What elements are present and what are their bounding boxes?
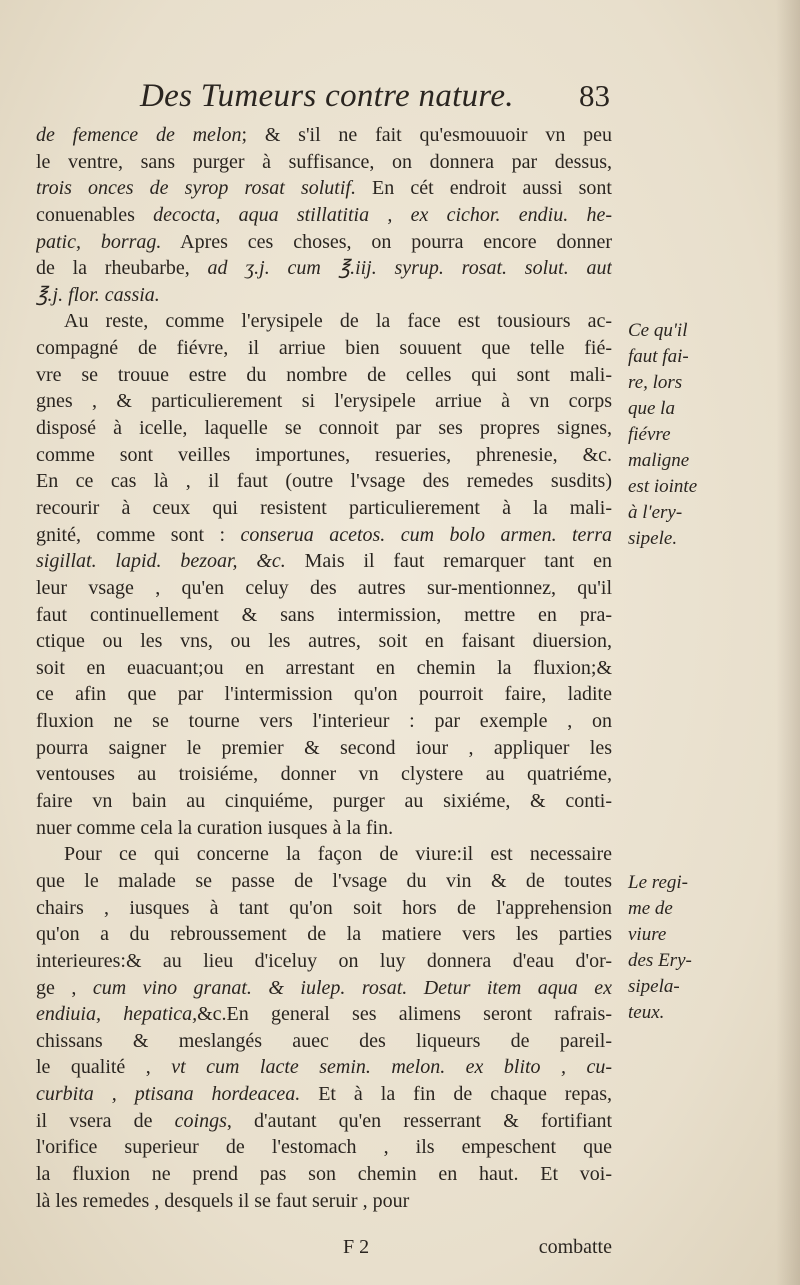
text-line xyxy=(36,388,612,415)
text-segment: En cét endroit aussi sont xyxy=(355,177,612,200)
margin-note-line: Ce qu'il xyxy=(628,320,688,341)
margin-note-line: me de xyxy=(628,898,673,919)
text-line xyxy=(36,468,612,495)
text-segment: Apres ces choses, on pourra encore donner xyxy=(161,230,612,253)
text-line xyxy=(36,149,612,176)
text-line xyxy=(36,788,612,815)
margin-note-regimen xyxy=(628,870,743,1026)
text-segment: pourra saigner le premier & second iour , appliquer les xyxy=(36,736,612,759)
page-number: 83 xyxy=(579,78,610,113)
margin-note-line: fiévre xyxy=(628,424,671,445)
text-segment: là les remedes , desquels il se faut seruir , pour xyxy=(36,1189,410,1212)
margin-note-line: faut fai- xyxy=(628,346,689,367)
text-line xyxy=(36,1161,612,1188)
text-segment: l'orifice superieur de l'estomach , ils empeschent que xyxy=(36,1136,612,1159)
text-segment: endiuia, hepatica, xyxy=(36,1003,198,1026)
text-line xyxy=(36,815,612,842)
text-segment: de femence de melon xyxy=(36,124,242,146)
text-line xyxy=(36,282,612,309)
body-text xyxy=(36,122,612,1214)
text-line xyxy=(36,362,612,389)
margin-note-line: viure xyxy=(628,924,667,945)
text-segment: qu'on a du rebroussement de la matiere vers les parties xyxy=(36,923,612,946)
margin-note-line: sipele. xyxy=(628,528,678,549)
text-line xyxy=(36,175,612,202)
text-segment: Mais il faut remarquer tant en xyxy=(285,550,612,573)
text-segment: gnité, comme sont : xyxy=(36,523,241,546)
margin-note-line: maligne xyxy=(628,450,690,471)
text-segment: Au reste, comme l'erysipele de la face est tousiours ac- xyxy=(64,310,612,333)
text-line xyxy=(36,761,612,788)
text-segment: nuer comme cela la curation iusques à la fin. xyxy=(36,816,394,839)
signature-mark: F 2 xyxy=(343,1236,370,1258)
text-segment: de la rheubarbe, xyxy=(36,257,208,280)
text-segment: faut continuellement & sans intermission, mettre en pra- xyxy=(36,603,612,626)
margin-note-line: à l'ery- xyxy=(628,502,683,523)
text-line xyxy=(36,1081,612,1108)
margin-note-line: est iointe xyxy=(628,476,698,497)
text-segment: conuenables xyxy=(36,203,154,226)
margin-note-line: teux. xyxy=(628,1002,665,1023)
text-line xyxy=(36,841,612,868)
text-segment: ad ʒ.j. cum ℥.iij. syrup. rosat. solut. aut xyxy=(207,257,612,280)
text-segment: ventouses au troisiéme, donner vn clystere au quatriéme, xyxy=(36,763,612,786)
text-segment: Pour ce qui concerne la façon de viure:il est necessaire xyxy=(64,843,612,866)
text-line xyxy=(36,628,612,655)
text-line xyxy=(36,308,612,335)
text-segment: gnes , & particulierement si l'erysipele arriue à vn corps xyxy=(36,390,612,413)
text-line xyxy=(36,255,612,282)
text-segment: decocta, aqua stillatitia , ex cichor. endiu. he- xyxy=(153,203,612,226)
text-segment: comme sont veilles importunes, resueries, phrenesie, &c. xyxy=(36,443,612,466)
text-segment: le qualité , xyxy=(36,1056,172,1079)
text-segment: cum vino granat. & iulep. rosat. Detur item aqua ex xyxy=(92,976,612,999)
text-line xyxy=(36,975,612,1002)
margin-note-line: Le regi- xyxy=(628,872,688,893)
margin-note-line: re, lors xyxy=(628,372,683,393)
text-segment: ctique ou les vns, ou les autres, soit en faisant diuersion, xyxy=(36,630,612,653)
text-line xyxy=(36,948,612,975)
text-line xyxy=(36,655,612,682)
text-segment: patic, borrag. xyxy=(36,230,162,253)
text-segment: En ce cas là , il faut (outre l'vsage des remedes susdits) xyxy=(36,470,612,493)
text-line xyxy=(36,548,612,575)
text-segment: faire vn bain au cinquiéme, purger au sixiéme, & conti- xyxy=(36,790,612,813)
text-line xyxy=(36,229,612,256)
margin-note-fever xyxy=(628,318,743,552)
text-line xyxy=(36,868,612,895)
text-segment: vre se trouue estre du nombre de celles qui sont mali- xyxy=(36,363,612,386)
text-line xyxy=(36,1054,612,1081)
text-line xyxy=(36,602,612,629)
text-segment: curbita , ptisana hordeacea. xyxy=(36,1083,301,1106)
text-line xyxy=(36,442,612,469)
text-segment: soit en euacuant;ou en arrestant en chemin la fluxion;& xyxy=(36,656,612,679)
text-segment: la fluxion ne prend pas son chemin en haut. Et voi- xyxy=(36,1162,612,1185)
text-segment: il vsera de xyxy=(36,1109,175,1132)
margin-note-line: sipela- xyxy=(628,976,680,997)
text-segment: que le malade se passe de l'vsage du vin & de toutes xyxy=(36,869,612,892)
text-segment: ge , xyxy=(36,976,93,999)
text-line xyxy=(36,522,612,549)
text-segment: trois onces de syrop rosat solutif. xyxy=(36,177,356,200)
catchword: combatte xyxy=(538,1236,612,1258)
text-segment: le ventre, sans purger à suffisance, on donnera par dessus, xyxy=(36,150,612,173)
text-line xyxy=(36,1001,612,1028)
text-segment: fluxion ne se tourne vers l'interieur : par exemple , on xyxy=(36,710,612,733)
text-segment: leur vsage , qu'en celuy des autres sur-mentionnez, qu'il xyxy=(36,576,612,599)
text-line xyxy=(36,415,612,442)
text-segment: chissans & meslangés auec des liqueurs de pareil- xyxy=(36,1029,612,1052)
text-segment: , d'autant qu'en resserrant & fortifiant xyxy=(226,1109,612,1132)
running-title: Des Tumeurs contre nature. xyxy=(140,78,514,114)
text-line xyxy=(36,735,612,762)
text-segment: &c.En general ses alimens seront rafrais- xyxy=(197,1003,612,1026)
text-line xyxy=(36,1188,612,1215)
text-segment: sigillat. lapid. bezoar, &c. xyxy=(36,550,286,573)
text-segment: chairs , iusques à tant qu'on soit hors de l'apprehension xyxy=(36,896,612,919)
page-header xyxy=(140,78,610,122)
page-edge-shadow xyxy=(776,0,800,1285)
text-segment: interieures:& au lieu d'iceluy on luy donnera d'eau d'or- xyxy=(36,949,612,972)
text-segment: compagné de fiévre, il arriue bien souuent que telle fié- xyxy=(36,337,612,360)
text-segment: ℥.j. flor. cassia. xyxy=(36,283,160,306)
text-line xyxy=(36,495,612,522)
text-line xyxy=(36,575,612,602)
text-line xyxy=(36,1028,612,1055)
text-segment: vt cum lacte semin. melon. ex blito , cu- xyxy=(171,1056,612,1079)
text-line xyxy=(36,895,612,922)
text-segment: recourir à ceux qui resistent particulierement à la mali- xyxy=(36,496,612,519)
text-line xyxy=(36,122,612,149)
margin-note-line: des Ery- xyxy=(628,950,692,971)
text-segment: conserua acetos. cum bolo armen. terra xyxy=(240,523,612,546)
text-segment: coings xyxy=(174,1109,227,1132)
text-segment: ; & s'il ne fait qu'esmouuoir vn peu xyxy=(241,124,612,146)
text-line xyxy=(36,708,612,735)
text-line xyxy=(36,1134,612,1161)
text-line xyxy=(36,681,612,708)
text-line xyxy=(36,335,612,362)
text-segment: disposé à icelle, laquelle se connoit par ses propres signes, xyxy=(36,417,612,440)
text-segment: Et à la fin de chaque repas, xyxy=(300,1083,612,1106)
margin-note-line: que la xyxy=(628,398,675,419)
text-segment: ce afin que par l'intermission qu'on pourroit faire, ladite xyxy=(36,683,612,706)
text-line xyxy=(36,202,612,229)
text-line xyxy=(36,1108,612,1135)
text-line xyxy=(36,921,612,948)
